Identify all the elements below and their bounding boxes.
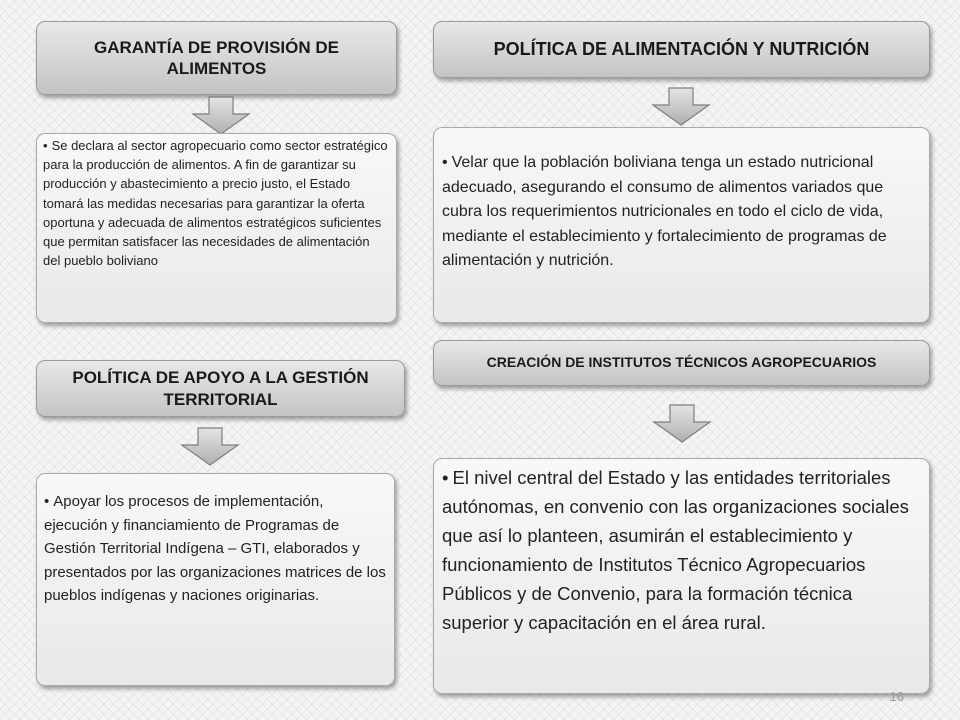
text-alimentacion: Velar que la población boliviana tenga un estado nutricional adecuado, asegurando el consumo de alimentos variados que cubra los requerimientos nutricionales en todo el ciclo de vida, mediante el establecimiento y fortalecimiento de programas de alimentación y nutrición. <box>442 154 887 269</box>
text-gestion: Apoyar los procesos de implementación, ejecución y financiamiento de Programas de Gestión Territorial Indígena – GTI, elaborados y presentados por las organizaciones matrices de los pueblos indígenas y naciones originarias. <box>44 493 386 604</box>
down-arrow-icon <box>652 404 712 444</box>
page-number: 16 <box>889 689 904 704</box>
header-politica-gestion-territorial <box>36 360 405 417</box>
header-institutos-title: CREACIÓN DE INSTITUTOS TÉCNICOS AGROPECUARIOS <box>486 354 877 371</box>
header-garantia-provision <box>36 21 397 95</box>
header-garantia-title: GARANTÍA DE PROVISIÓN DE ALIMENTOS <box>94 37 339 78</box>
text-garantia: Se declara al sector agropecuario como sector estratégico para la producción de alimentos. A fin de garantizar su producción y abastecimiento a precio justo, el Estado tomará las medidas necesarias para garantizar la oferta oportuna y adecuada de alimentos estratégicos suficientes que permitan satisfacer las necesidades de alimentación del pueblo boliviano <box>43 138 388 269</box>
text-box-alimentacion <box>433 127 930 323</box>
header-alimentacion-title: POLÍTICA DE ALIMENTACIÓN Y NUTRICIÓN <box>493 39 870 60</box>
bullet-marker: • <box>44 493 50 510</box>
bullet-marker: • <box>442 154 448 171</box>
header-creacion-institutos <box>433 340 930 386</box>
bullet-marker: • <box>442 467 449 488</box>
down-arrow-icon <box>180 427 240 467</box>
text-box-gestion <box>36 473 395 686</box>
down-arrow-icon <box>191 96 251 136</box>
header-politica-alimentacion <box>433 21 930 78</box>
header-gestion-title: POLÍTICA DE APOYO A LA GESTIÓN TERRITORIAL <box>72 368 369 409</box>
text-institutos: El nivel central del Estado y las entidades territoriales autónomas, en convenio con las organizaciones sociales que así lo planteen, asumirán el establecimiento y funcionamiento de Institutos Técnico Agropecuarios Públicos y de Convenio, para la formación técnica superior y capacitación en el área rural. <box>442 467 909 633</box>
text-box-garantia <box>36 133 397 323</box>
down-arrow-icon <box>651 87 711 127</box>
text-box-institutos <box>433 458 930 694</box>
bullet-marker: • <box>43 138 48 153</box>
